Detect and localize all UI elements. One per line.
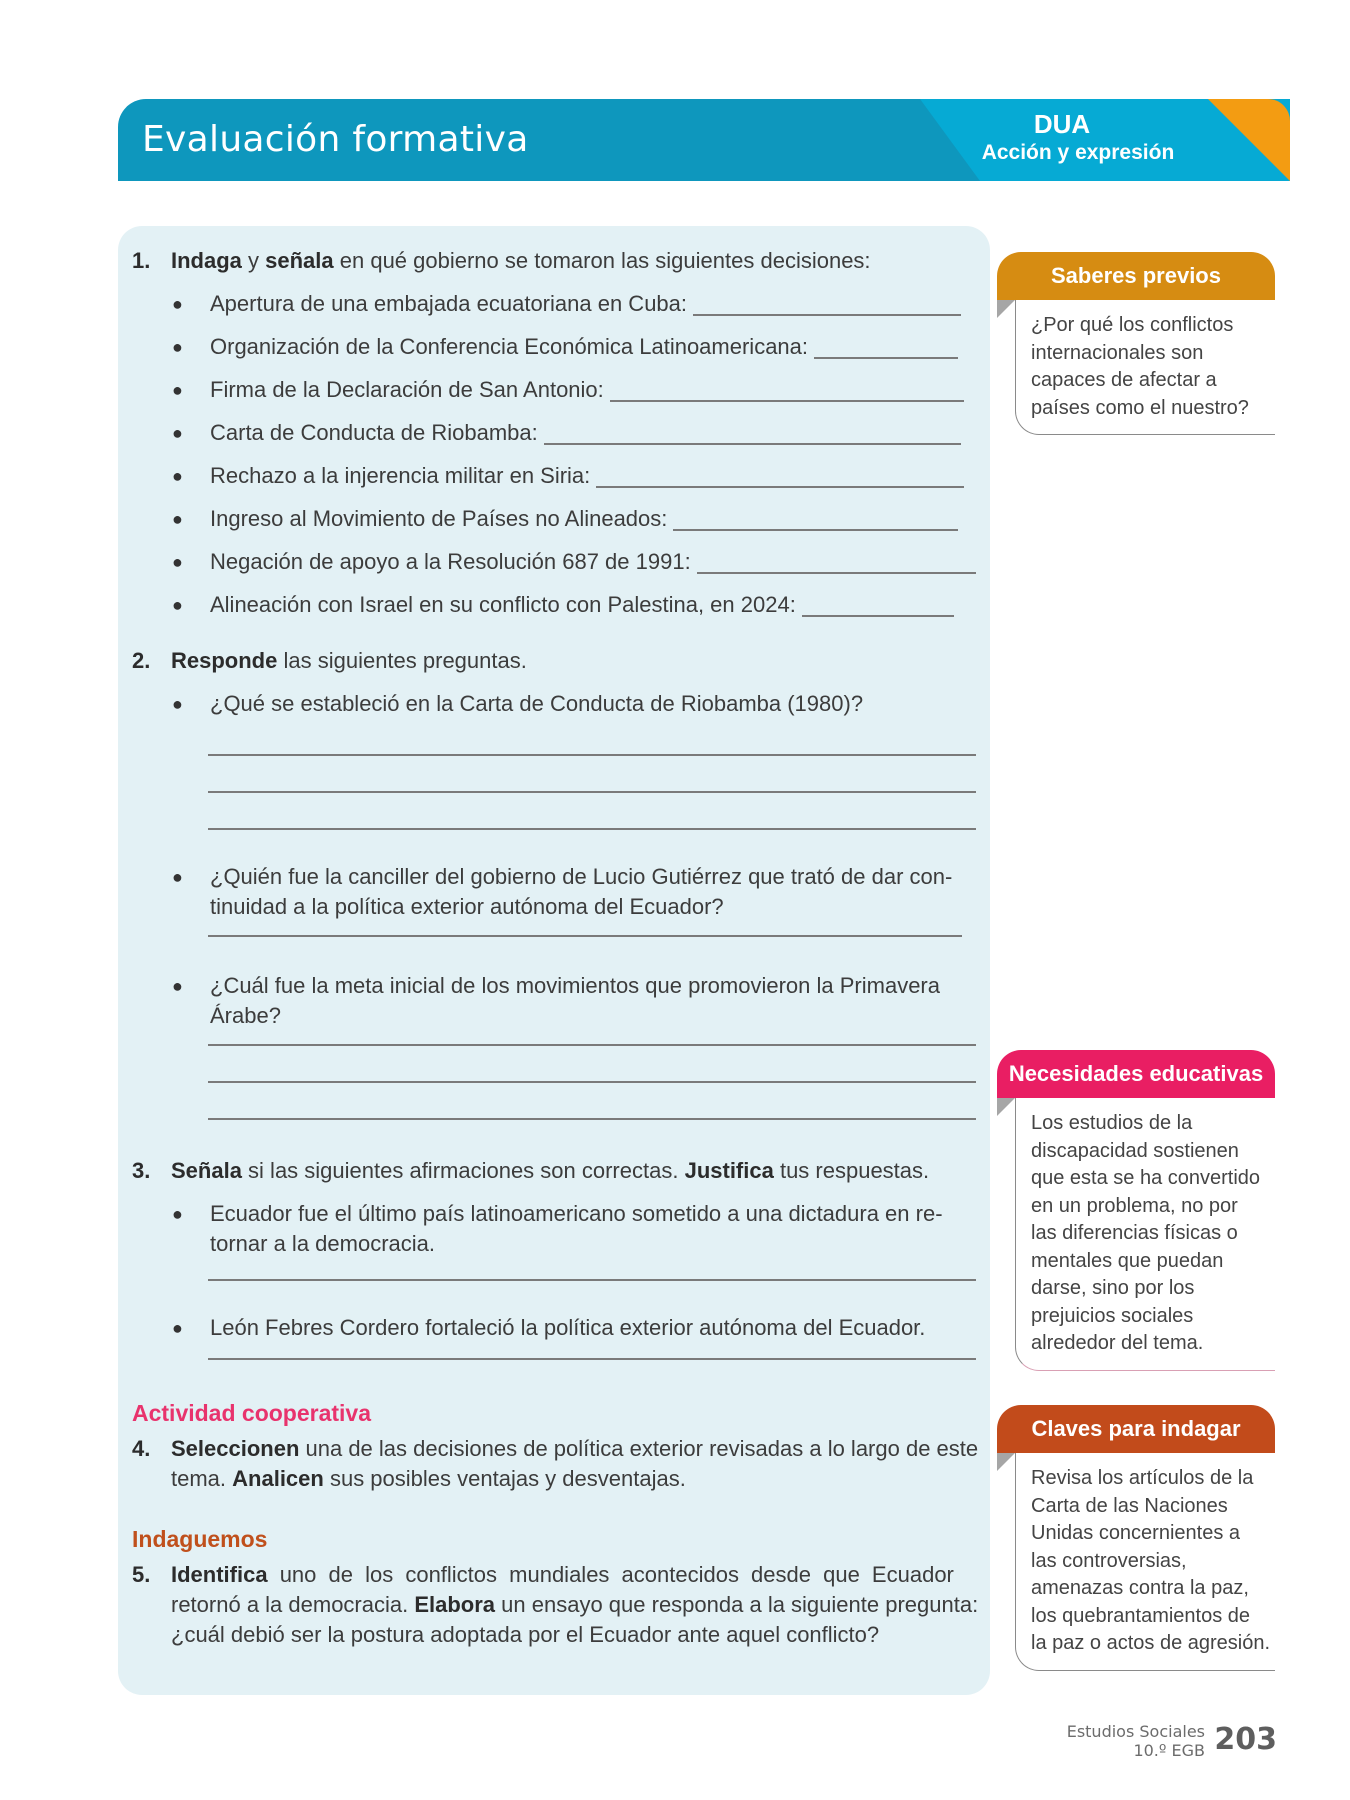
bullet-icon: ●	[172, 552, 183, 572]
text: retornó a la democracia.	[171, 1592, 415, 1617]
answer-line[interactable]	[208, 1118, 976, 1120]
text: tema.	[171, 1466, 233, 1491]
question-prompt	[171, 1156, 929, 1186]
verb: Justifica	[684, 1158, 774, 1183]
activities-panel	[118, 226, 990, 1695]
text: tus respuestas.	[773, 1158, 930, 1183]
question-number: 5.	[132, 1562, 151, 1587]
grade-level: 10.º EGB	[1133, 1741, 1205, 1760]
fill-in-line[interactable]	[673, 529, 958, 531]
question-text: tinuidad a la política exterior autónoma del Ecuador?	[210, 894, 724, 919]
bullet-icon: ●	[172, 337, 183, 357]
text: si las siguientes afirmaciones son correctas.	[241, 1158, 685, 1183]
body-text-line: países como el nuestro?	[1031, 396, 1249, 419]
statement-text: tornar a la democracia.	[210, 1231, 435, 1256]
body-text-line: Revisa los artículos de la	[1031, 1467, 1254, 1489]
page-number: 203	[1214, 1722, 1277, 1757]
fill-in-line[interactable]	[610, 400, 964, 402]
body-text-line: discapacidad sostienen	[1031, 1139, 1239, 1162]
bullet-icon: ●	[172, 1318, 183, 1338]
claves-para-indagar-body	[1015, 1453, 1275, 1671]
text: uno de los conflictos mundiales acontecidos desde que Ecuador	[267, 1562, 954, 1587]
bullet-icon: ●	[172, 976, 183, 996]
bullet-icon: ●	[172, 423, 183, 443]
bullet-icon: ●	[172, 694, 183, 714]
body-text-line: prejuicios sociales	[1031, 1304, 1194, 1327]
question-text: Árabe?	[210, 1003, 281, 1028]
body-text-line: en un problema, no por	[1031, 1194, 1238, 1217]
answer-line[interactable]	[208, 754, 976, 756]
question-prompt: ¿cuál debió ser la postura adoptada por el Ecuador ante aquel conflicto?	[171, 1622, 880, 1647]
decision-text: Firma de la Declaración de San Antonio:	[210, 377, 604, 402]
question-prompt	[171, 1590, 978, 1620]
text: en qué gobierno se tomaron las siguientes decisiones:	[333, 248, 871, 273]
research-heading: Indaguemos	[132, 1526, 268, 1552]
decision-text: Organización de la Conferencia Económica Latinoamericana:	[210, 334, 809, 359]
question-prompt	[171, 1464, 686, 1494]
verb: Identifica	[171, 1562, 268, 1587]
body-text-line: capaces de afectar a	[1031, 369, 1217, 391]
question-prompt	[171, 246, 871, 276]
footer-subject	[1067, 1722, 1205, 1760]
fill-in-line[interactable]	[596, 486, 964, 488]
dua-badge-subtitle: Acción y expresión	[981, 141, 1175, 164]
saberes-previos-body	[1015, 300, 1275, 435]
verb: Señala	[171, 1158, 242, 1183]
claves-para-indagar-title: Claves para indagar	[997, 1405, 1275, 1453]
body-text-line: darse, sino por los	[1031, 1277, 1195, 1299]
body-text-line: las diferencias físicas o	[1031, 1222, 1238, 1244]
body-text-line: los quebrantamientos de	[1031, 1604, 1251, 1627]
bullet-icon: ●	[172, 867, 183, 887]
body-text-line: mentales que puedan	[1031, 1249, 1224, 1272]
answer-line[interactable]	[208, 828, 976, 830]
claves-para-indagar-box	[997, 1405, 1277, 1685]
question-number: 4.	[132, 1436, 151, 1461]
body-text-line: que esta se ha convertido	[1031, 1167, 1261, 1189]
question-number: 3.	[132, 1158, 151, 1183]
fill-in-line[interactable]	[693, 314, 961, 316]
body-text-line: Unidas concernientes a	[1031, 1522, 1241, 1544]
answer-line[interactable]	[208, 1044, 976, 1046]
body-text-line: internacionales son	[1031, 341, 1204, 364]
bullet-icon: ●	[172, 595, 183, 615]
body-text-line: Carta de las Naciones	[1031, 1494, 1228, 1517]
section-title: Evaluación formativa	[142, 119, 529, 160]
fill-in-line[interactable]	[814, 357, 958, 359]
fill-in-line[interactable]	[802, 615, 954, 617]
question-prompt	[171, 646, 527, 676]
question-prompt	[171, 1560, 954, 1590]
body-text-line: amenazas contra la paz,	[1031, 1577, 1249, 1599]
dua-badge-title: DUA	[1033, 109, 1091, 139]
decision-text: Apertura de una embajada ecuatoriana en Cuba:	[210, 291, 688, 316]
subject-name: Estudios Sociales	[1066, 1722, 1205, 1741]
verb: Elabora	[414, 1592, 496, 1617]
bullet-icon: ●	[172, 380, 183, 400]
bullet-icon: ●	[172, 509, 183, 529]
text: sus posibles ventajas y desventajas.	[323, 1466, 686, 1491]
verb: señala	[265, 248, 334, 273]
text: una de las decisiones de política exterior revisadas a lo largo de este	[299, 1436, 979, 1461]
question-prompt	[171, 1434, 978, 1464]
cooperative-activity-heading: Actividad cooperativa	[132, 1400, 372, 1426]
answer-line[interactable]	[208, 1081, 976, 1083]
bullet-icon: ●	[172, 466, 183, 486]
text: las siguientes preguntas.	[277, 648, 527, 673]
verb: Analicen	[232, 1466, 324, 1491]
answer-line[interactable]	[208, 791, 976, 793]
answer-line[interactable]	[208, 935, 962, 937]
text: y	[241, 248, 266, 273]
bullet-icon: ●	[172, 1204, 183, 1224]
answer-line[interactable]	[208, 1358, 976, 1360]
body-text-line: ¿Por qué los conflictos	[1031, 314, 1234, 336]
decision-text: Alineación con Israel en su conflicto con Palestina, en 2024:	[210, 592, 796, 617]
necesidades-educativas-body	[1015, 1098, 1275, 1371]
body-text-line: la paz o actos de agresión.	[1031, 1632, 1271, 1654]
statement-text: León Febres Cordero fortaleció la política exterior autónoma del Ecuador.	[210, 1315, 926, 1340]
bullet-icon: ●	[172, 294, 183, 314]
decision-text: Carta de Conducta de Riobamba:	[210, 420, 538, 445]
decision-text: Negación de apoyo a la Resolución 687 de 1991:	[210, 549, 691, 574]
text: un ensayo que responda a la siguiente pregunta:	[495, 1592, 979, 1617]
answer-line[interactable]	[208, 1279, 976, 1281]
question-text: ¿Quién fue la canciller del gobierno de Lucio Gutiérrez que trató de dar con-	[210, 864, 953, 889]
question-text: ¿Cuál fue la meta inicial de los movimientos que promovieron la Primavera	[210, 973, 940, 998]
fill-in-line[interactable]	[544, 443, 961, 445]
necesidades-educativas-box	[997, 1050, 1277, 1380]
question-text: ¿Qué se estableció en la Carta de Conducta de Riobamba (1980)?	[210, 691, 864, 716]
statement-text: Ecuador fue el último país latinoamericano sometido a una dictadura en re-	[210, 1201, 943, 1226]
verb: Responde	[171, 648, 278, 673]
decision-text: Ingreso al Movimiento de Países no Alineados:	[210, 506, 668, 531]
body-text-line: las controversias,	[1031, 1549, 1187, 1572]
body-text-line: Los estudios de la	[1031, 1112, 1193, 1134]
decision-text: Rechazo a la injerencia militar en Siria:	[210, 463, 591, 488]
section-header-banner	[118, 99, 1290, 181]
saberes-previos-box	[997, 252, 1277, 442]
verb: Indaga	[171, 248, 242, 273]
verb: Seleccionen	[171, 1436, 300, 1461]
question-number: 2.	[132, 648, 151, 673]
body-text-line: alrededor del tema.	[1031, 1332, 1204, 1354]
necesidades-educativas-title: Necesidades educativas	[997, 1050, 1275, 1098]
question-number: 1.	[132, 248, 151, 273]
saberes-previos-title: Saberes previos	[997, 252, 1275, 300]
fill-in-line[interactable]	[697, 572, 976, 574]
